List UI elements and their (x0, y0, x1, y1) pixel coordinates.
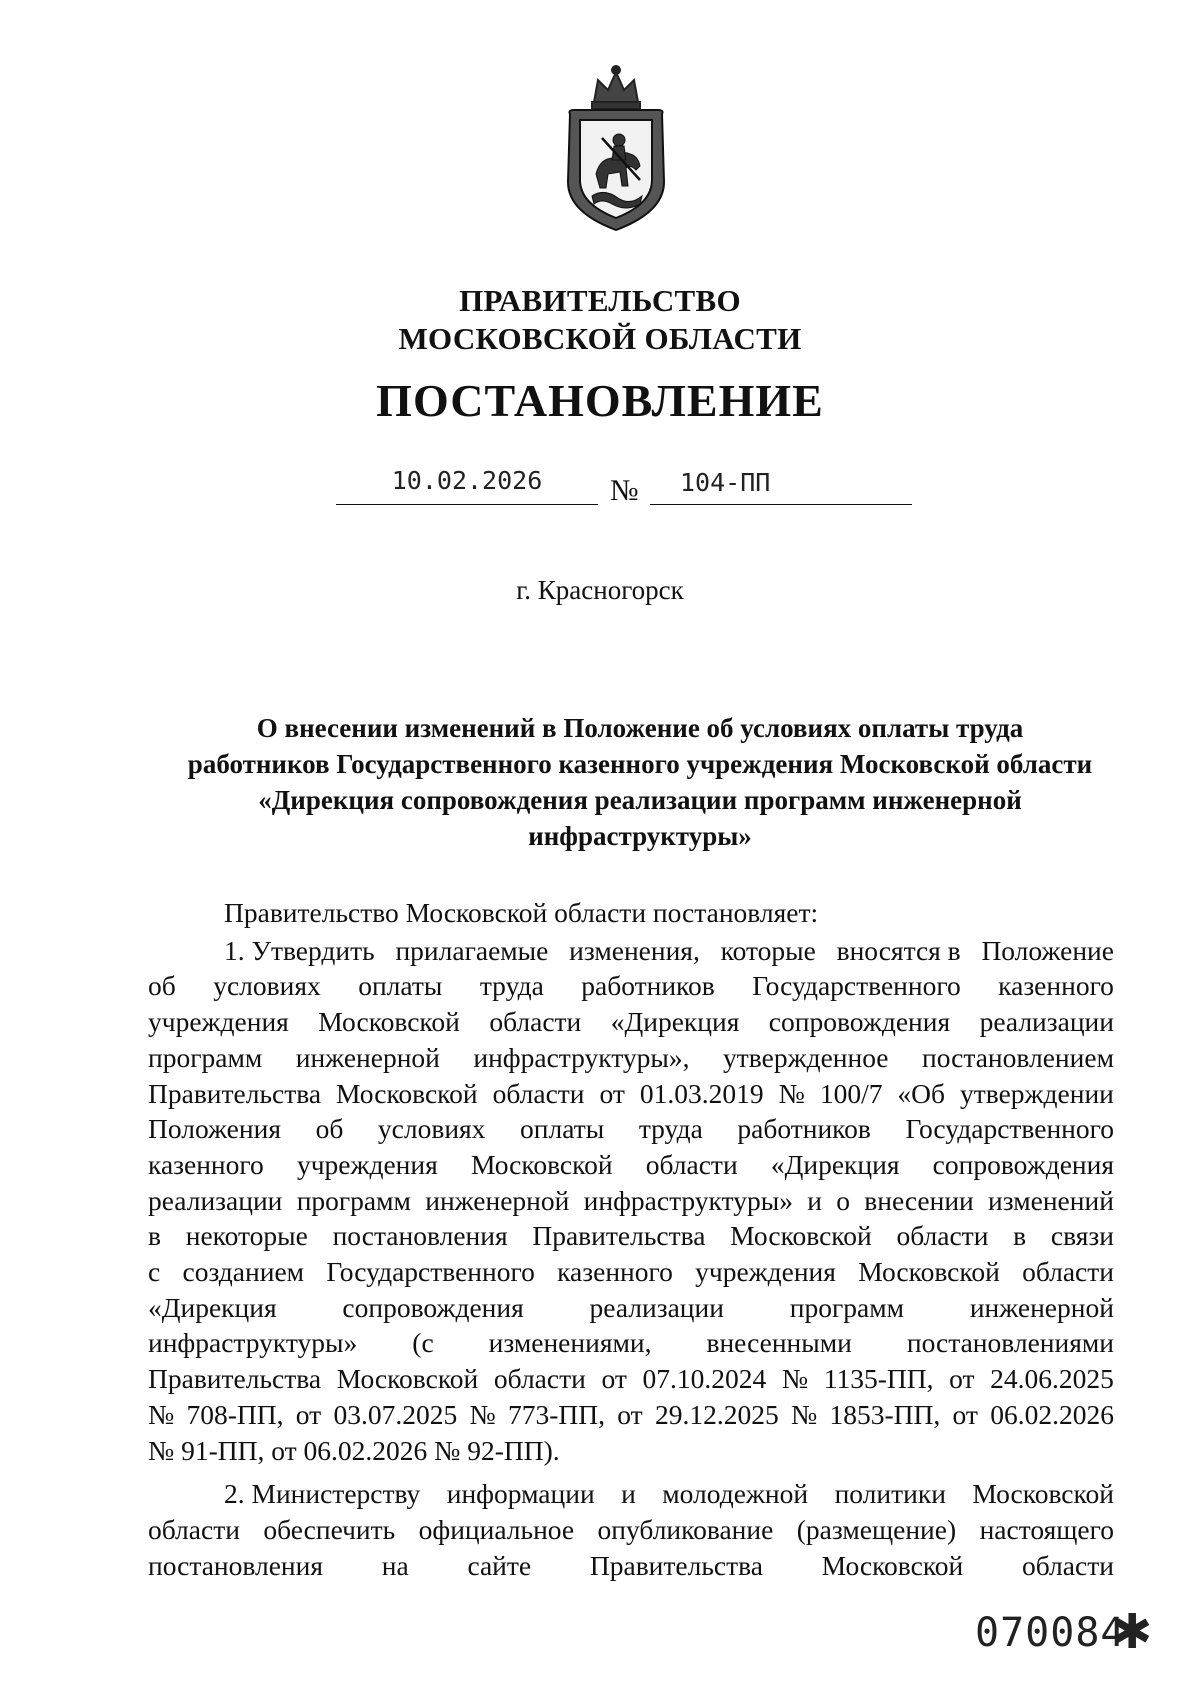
body-word: постановления (148, 1549, 324, 1581)
body-word: об (148, 970, 176, 1002)
body-word: оплаты (358, 970, 443, 1002)
body-word: 03.07.2025 (333, 1398, 458, 1430)
body-word: в (148, 1220, 161, 1252)
issuing-authority (300, 282, 900, 358)
body-word: 2. Министерству (224, 1478, 421, 1510)
body-word: от (952, 1398, 978, 1430)
body-word: настоящего (979, 1513, 1114, 1545)
body-word: реализации (589, 1291, 724, 1323)
body-word: Московской (858, 1256, 1000, 1288)
body-word: которые (720, 934, 816, 966)
body-word: учреждения (296, 1148, 438, 1180)
body-word: Московской (336, 1363, 479, 1395)
body-word: казенного (148, 1148, 264, 1180)
body-word: труда (479, 970, 544, 1002)
body-word: 1135-ПП, (823, 1363, 934, 1395)
body-word: Московской (730, 1220, 872, 1252)
body-word: области (645, 1148, 738, 1180)
document-number: 104-ПП (680, 468, 771, 497)
body-word: Государственного (752, 970, 961, 1002)
body-word: труда (638, 1113, 703, 1145)
paragraph-1 (148, 933, 1114, 1469)
document-date: 10.02.2026 (391, 466, 543, 495)
body-word: «Об (897, 1077, 946, 1109)
body-word: инженерной (969, 1291, 1114, 1323)
body-word: политики (834, 1478, 946, 1510)
body-word: работников (737, 1113, 871, 1145)
document-body (148, 895, 1114, 1583)
subject-line: О внесении изменений в Положение об условиях оплаты труда (256, 713, 1024, 743)
body-word: информации (446, 1478, 595, 1510)
body-word: инфраструктуры» (148, 1327, 358, 1359)
document-subject (145, 710, 1135, 854)
body-word: сопровождения (768, 1006, 951, 1038)
body-word: на (381, 1549, 409, 1581)
paragraph-2 (148, 1476, 1114, 1583)
body-word: внесении (864, 1184, 974, 1216)
body-line (148, 1004, 1114, 1040)
body-word: 01.03.2019 (639, 1077, 764, 1109)
body-word: сопровождения (932, 1148, 1114, 1180)
body-word: изменениями, (488, 1327, 652, 1359)
body-line (148, 1040, 1114, 1076)
body-word: (с (412, 1327, 434, 1359)
body-word: от (617, 1398, 643, 1430)
place-of-issue: г. Красногорск (516, 575, 684, 605)
body-word: Государственного (905, 1113, 1114, 1145)
body-line (148, 1361, 1114, 1397)
body-word: внесенными (706, 1327, 852, 1359)
document-date-field (336, 466, 598, 505)
body-word: постановлением (922, 1041, 1114, 1073)
body-word: сопровождения (342, 1291, 524, 1323)
body-word: Московской (336, 1077, 478, 1109)
body-word: инженерной (425, 1184, 570, 1216)
subject-line: «Дирекция сопровождения реализации программ инженерной (258, 785, 1022, 815)
body-word: официальное (418, 1513, 575, 1545)
body-line (148, 1183, 1114, 1219)
body-word: 773-ПП, (508, 1398, 606, 1430)
body-word: сайте (467, 1549, 532, 1581)
body-word: 708-ПП, (186, 1398, 284, 1430)
body-word: оплаты (520, 1113, 605, 1145)
serial-number: 070084 (975, 1610, 1126, 1656)
body-word: (размещение) (796, 1513, 957, 1545)
coat-of-arms-emblem (556, 62, 676, 237)
body-line (148, 1290, 1114, 1326)
body-line (148, 1476, 1114, 1512)
body-word: от (601, 1363, 627, 1395)
body-word: работников (581, 970, 715, 1002)
body-word: инфраструктуры» (583, 1184, 793, 1216)
body-word: об (315, 1113, 344, 1145)
body-word: № 91-ПП, от 06.02.2026 № 92-ПП). (148, 1434, 560, 1466)
number-sign: № (610, 474, 639, 507)
body-word: 100/7 (819, 1077, 883, 1109)
body-word: 1853-ПП, (829, 1398, 941, 1430)
body-word: области (493, 1363, 586, 1395)
body-word: «Дирекция (610, 1006, 740, 1038)
body-line (148, 1218, 1114, 1254)
body-word: области (148, 1513, 240, 1545)
body-word: учреждения (695, 1256, 836, 1288)
body-word: 07.10.2024 (642, 1363, 767, 1395)
body-word: и (807, 1184, 822, 1216)
body-word: изменения, (569, 934, 700, 966)
body-word: прилагаемые (395, 934, 549, 966)
body-word: 29.12.2025 (654, 1398, 779, 1430)
body-line (148, 933, 1114, 969)
body-word: учреждения (148, 1006, 289, 1038)
body-word: условиях (377, 1113, 486, 1145)
body-word: изменений (988, 1184, 1114, 1216)
body-word: Правительства (148, 1363, 322, 1395)
body-word: 1. Утвердить (224, 934, 375, 966)
body-line (148, 1512, 1114, 1548)
body-word: реализации (148, 1184, 283, 1216)
body-word: программ (789, 1291, 905, 1323)
authority-line-2: МОСКОВСКОЙ ОБЛАСТИ (398, 321, 802, 356)
body-word: Государственного (326, 1256, 535, 1288)
body-word: Московской (972, 1478, 1114, 1510)
body-word: Правительства (532, 1220, 706, 1252)
body-word: области (1022, 1256, 1114, 1288)
document-type-title: ПОСТАНОВЛЕНИЕ (376, 375, 824, 426)
body-word: условиях (213, 970, 321, 1002)
body-line (148, 1111, 1114, 1147)
body-word: Положения (148, 1113, 281, 1145)
body-word: казенного (998, 970, 1114, 1002)
body-word: постановлениями (906, 1327, 1114, 1359)
body-line (148, 1325, 1114, 1361)
document-number-field (650, 466, 912, 505)
body-word: № (148, 1398, 175, 1430)
body-line (148, 1433, 1114, 1469)
body-word: молодежной (662, 1478, 809, 1510)
body-word: связи (1050, 1220, 1114, 1252)
body-intro: Правительство Московской области постановляет: (224, 897, 819, 928)
body-word: 06.02.2026 (990, 1398, 1114, 1430)
body-word: в (1013, 1220, 1027, 1252)
body-word: Правительства (589, 1549, 763, 1581)
body-word: области (896, 1220, 989, 1252)
body-word: Правительства (148, 1077, 322, 1109)
subject-line: инфраструктуры» (528, 821, 752, 851)
body-line (148, 968, 1114, 1004)
body-word: области (1022, 1549, 1114, 1581)
body-word: о (836, 1184, 850, 1216)
body-word: 24.06.2025 (990, 1363, 1114, 1395)
body-word: обеспечить (263, 1513, 396, 1545)
body-word: реализации (979, 1006, 1114, 1038)
body-word: инфраструктуры», (473, 1041, 690, 1073)
authority-line-1: ПРАВИТЕЛЬСТВО (459, 283, 741, 318)
body-word: с (148, 1256, 161, 1288)
body-word: казенного (557, 1256, 673, 1288)
body-word: «Дирекция (770, 1148, 900, 1180)
body-word: № (781, 1363, 809, 1395)
body-word: программ (296, 1184, 411, 1216)
body-word: постановления (332, 1220, 508, 1252)
body-word: инженерной (295, 1041, 440, 1073)
body-word: № (469, 1398, 496, 1430)
body-line (148, 1254, 1114, 1290)
body-word: утвержденное (723, 1041, 889, 1073)
body-word: и (621, 1478, 636, 1510)
body-line (148, 1147, 1114, 1183)
body-word: вносятся в (836, 934, 961, 966)
asterisk-icon: ✱ (1112, 1604, 1153, 1660)
body-word: от (949, 1363, 975, 1395)
body-line (148, 1076, 1114, 1112)
body-word: № (790, 1398, 818, 1430)
body-word: № (778, 1077, 805, 1109)
body-word: от (295, 1398, 322, 1430)
body-word: опубликование (597, 1513, 774, 1545)
body-word: от (599, 1077, 625, 1109)
subject-line: работников Государственного казенного учреждения Московской области (187, 749, 1093, 779)
body-word: области (489, 1006, 582, 1038)
body-word: программ (148, 1041, 263, 1073)
body-word: «Дирекция (148, 1291, 277, 1323)
body-line (148, 1548, 1114, 1584)
body-line (148, 1397, 1114, 1433)
body-word: Московской (470, 1148, 613, 1180)
body-word: Положение (981, 934, 1114, 966)
body-word: области (492, 1077, 585, 1109)
body-word: Московской (821, 1549, 964, 1581)
body-word: созданием (182, 1256, 305, 1288)
body-word: Московской (318, 1006, 460, 1038)
body-word: некоторые (185, 1220, 308, 1252)
body-word: утверждении (960, 1077, 1114, 1109)
